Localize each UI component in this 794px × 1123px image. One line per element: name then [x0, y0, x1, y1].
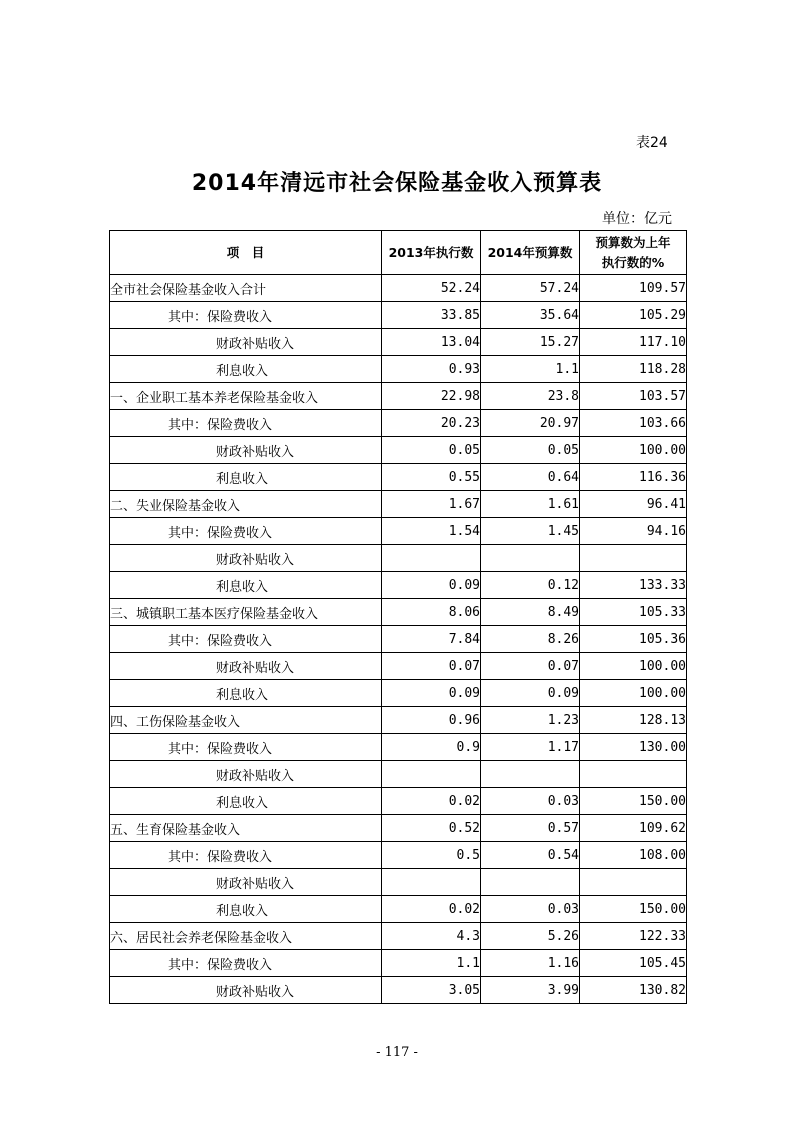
row-item-name: 其中：保险费收入	[110, 302, 382, 329]
row-exec-2013: 0.9	[382, 734, 481, 761]
row-budget-2014: 23.8	[481, 383, 580, 410]
row-budget-2014: 0.03	[481, 788, 580, 815]
row-item-name: 六、居民社会养老保险基金收入	[110, 923, 382, 950]
header-ratio-line2: 执行数的%	[601, 254, 665, 270]
row-ratio: 130.00	[580, 734, 687, 761]
row-item-name: 财政补贴收入	[110, 437, 382, 464]
table-row	[110, 356, 687, 383]
row-budget-2014: 0.09	[481, 680, 580, 707]
row-ratio: 118.28	[580, 356, 687, 383]
row-exec-2013: 22.98	[382, 383, 481, 410]
row-exec-2013	[382, 761, 481, 788]
row-item-name: 利息收入	[110, 788, 382, 815]
row-item-name: 财政补贴收入	[110, 761, 382, 788]
row-ratio: 109.62	[580, 815, 687, 842]
row-exec-2013: 52.24	[382, 275, 481, 302]
row-item-name: 利息收入	[110, 356, 382, 383]
header-ratio	[580, 231, 687, 275]
row-budget-2014: 35.64	[481, 302, 580, 329]
table-body	[110, 275, 687, 1004]
row-budget-2014: 0.54	[481, 842, 580, 869]
table-row	[110, 734, 687, 761]
table-row	[110, 869, 687, 896]
row-exec-2013: 0.09	[382, 680, 481, 707]
row-item-name: 其中：保险费收入	[110, 734, 382, 761]
table-row	[110, 599, 687, 626]
row-exec-2013: 1.1	[382, 950, 481, 977]
table-row	[110, 896, 687, 923]
row-ratio: 105.29	[580, 302, 687, 329]
row-item-name: 五、生育保险基金收入	[110, 815, 382, 842]
row-exec-2013: 33.85	[382, 302, 481, 329]
row-ratio: 94.16	[580, 518, 687, 545]
row-ratio: 109.57	[580, 275, 687, 302]
row-exec-2013: 0.09	[382, 572, 481, 599]
table-row	[110, 410, 687, 437]
table-row	[110, 383, 687, 410]
row-exec-2013: 20.23	[382, 410, 481, 437]
table-row	[110, 842, 687, 869]
row-item-name: 其中：保险费收入	[110, 626, 382, 653]
row-ratio: 103.66	[580, 410, 687, 437]
row-exec-2013: 0.55	[382, 464, 481, 491]
budget-table	[109, 230, 687, 1004]
row-ratio: 96.41	[580, 491, 687, 518]
row-budget-2014: 20.97	[481, 410, 580, 437]
row-ratio: 108.00	[580, 842, 687, 869]
row-item-name: 财政补贴收入	[110, 977, 382, 1004]
row-item-name: 其中：保险费收入	[110, 950, 382, 977]
row-exec-2013: 7.84	[382, 626, 481, 653]
row-ratio	[580, 869, 687, 896]
row-exec-2013: 0.02	[382, 896, 481, 923]
row-budget-2014: 15.27	[481, 329, 580, 356]
row-budget-2014: 8.49	[481, 599, 580, 626]
row-budget-2014: 0.07	[481, 653, 580, 680]
row-ratio: 116.36	[580, 464, 687, 491]
row-item-name: 全市社会保险基金收入合计	[110, 275, 382, 302]
row-budget-2014	[481, 761, 580, 788]
table-row	[110, 572, 687, 599]
row-ratio	[580, 761, 687, 788]
row-budget-2014: 1.1	[481, 356, 580, 383]
table-row	[110, 437, 687, 464]
table-row	[110, 950, 687, 977]
row-ratio: 105.36	[580, 626, 687, 653]
row-exec-2013	[382, 869, 481, 896]
row-ratio: 130.82	[580, 977, 687, 1004]
row-exec-2013: 0.96	[382, 707, 481, 734]
table-number: 表24	[636, 135, 668, 151]
row-budget-2014: 3.99	[481, 977, 580, 1004]
row-item-name: 其中：保险费收入	[110, 842, 382, 869]
row-item-name: 利息收入	[110, 464, 382, 491]
table-row	[110, 329, 687, 356]
row-ratio: 105.45	[580, 950, 687, 977]
header-ratio-line1: 预算数为上年	[595, 234, 671, 250]
table-row	[110, 545, 687, 572]
row-exec-2013: 3.05	[382, 977, 481, 1004]
row-item-name: 利息收入	[110, 896, 382, 923]
row-item-name: 三、城镇职工基本医疗保险基金收入	[110, 599, 382, 626]
row-budget-2014: 5.26	[481, 923, 580, 950]
row-budget-2014: 0.12	[481, 572, 580, 599]
row-item-name: 利息收入	[110, 572, 382, 599]
table-row	[110, 518, 687, 545]
table-row	[110, 707, 687, 734]
row-item-name: 财政补贴收入	[110, 329, 382, 356]
row-ratio: 103.57	[580, 383, 687, 410]
row-exec-2013: 0.52	[382, 815, 481, 842]
row-budget-2014: 8.26	[481, 626, 580, 653]
row-exec-2013	[382, 545, 481, 572]
row-budget-2014: 0.05	[481, 437, 580, 464]
table-row	[110, 815, 687, 842]
row-ratio: 128.13	[580, 707, 687, 734]
row-item-name: 财政补贴收入	[110, 545, 382, 572]
row-item-name: 二、失业保险基金收入	[110, 491, 382, 518]
table-row	[110, 977, 687, 1004]
table-row	[110, 653, 687, 680]
row-ratio: 117.10	[580, 329, 687, 356]
row-budget-2014: 0.57	[481, 815, 580, 842]
row-budget-2014: 1.45	[481, 518, 580, 545]
page-number: - 117 -	[376, 1045, 418, 1060]
row-budget-2014: 57.24	[481, 275, 580, 302]
row-exec-2013: 1.67	[382, 491, 481, 518]
row-budget-2014: 0.03	[481, 896, 580, 923]
row-budget-2014: 1.61	[481, 491, 580, 518]
row-ratio: 133.33	[580, 572, 687, 599]
table-row	[110, 788, 687, 815]
row-exec-2013: 13.04	[382, 329, 481, 356]
page-title: 2014年清远市社会保险基金收入预算表	[191, 171, 603, 196]
row-exec-2013: 8.06	[382, 599, 481, 626]
row-item-name: 财政补贴收入	[110, 869, 382, 896]
row-exec-2013: 1.54	[382, 518, 481, 545]
row-ratio: 122.33	[580, 923, 687, 950]
row-exec-2013: 0.05	[382, 437, 481, 464]
table-row	[110, 761, 687, 788]
unit-label: 单位：亿元	[602, 211, 672, 227]
row-item-name: 财政补贴收入	[110, 653, 382, 680]
table-row	[110, 275, 687, 302]
table-row	[110, 464, 687, 491]
row-item-name: 其中：保险费收入	[110, 518, 382, 545]
table-row	[110, 491, 687, 518]
header-exec-2013: 2013年执行数	[382, 231, 481, 275]
row-ratio	[580, 545, 687, 572]
row-item-name: 一、企业职工基本养老保险基金收入	[110, 383, 382, 410]
row-budget-2014: 1.16	[481, 950, 580, 977]
row-ratio: 150.00	[580, 788, 687, 815]
row-budget-2014: 1.17	[481, 734, 580, 761]
row-budget-2014	[481, 545, 580, 572]
table-row	[110, 923, 687, 950]
row-ratio: 150.00	[580, 896, 687, 923]
table-row	[110, 626, 687, 653]
row-budget-2014: 1.23	[481, 707, 580, 734]
row-ratio: 100.00	[580, 653, 687, 680]
table-row	[110, 680, 687, 707]
row-exec-2013: 4.3	[382, 923, 481, 950]
row-item-name: 其中：保险费收入	[110, 410, 382, 437]
row-ratio: 105.33	[580, 599, 687, 626]
row-item-name: 利息收入	[110, 680, 382, 707]
row-ratio: 100.00	[580, 437, 687, 464]
row-exec-2013: 0.02	[382, 788, 481, 815]
table-row	[110, 302, 687, 329]
row-exec-2013: 0.5	[382, 842, 481, 869]
row-budget-2014	[481, 869, 580, 896]
table-header-row	[110, 231, 687, 275]
row-ratio: 100.00	[580, 680, 687, 707]
row-exec-2013: 0.93	[382, 356, 481, 383]
row-exec-2013: 0.07	[382, 653, 481, 680]
header-budget-2014: 2014年预算数	[481, 231, 580, 275]
row-item-name: 四、工伤保险基金收入	[110, 707, 382, 734]
row-budget-2014: 0.64	[481, 464, 580, 491]
header-item: 项 目	[110, 231, 382, 275]
